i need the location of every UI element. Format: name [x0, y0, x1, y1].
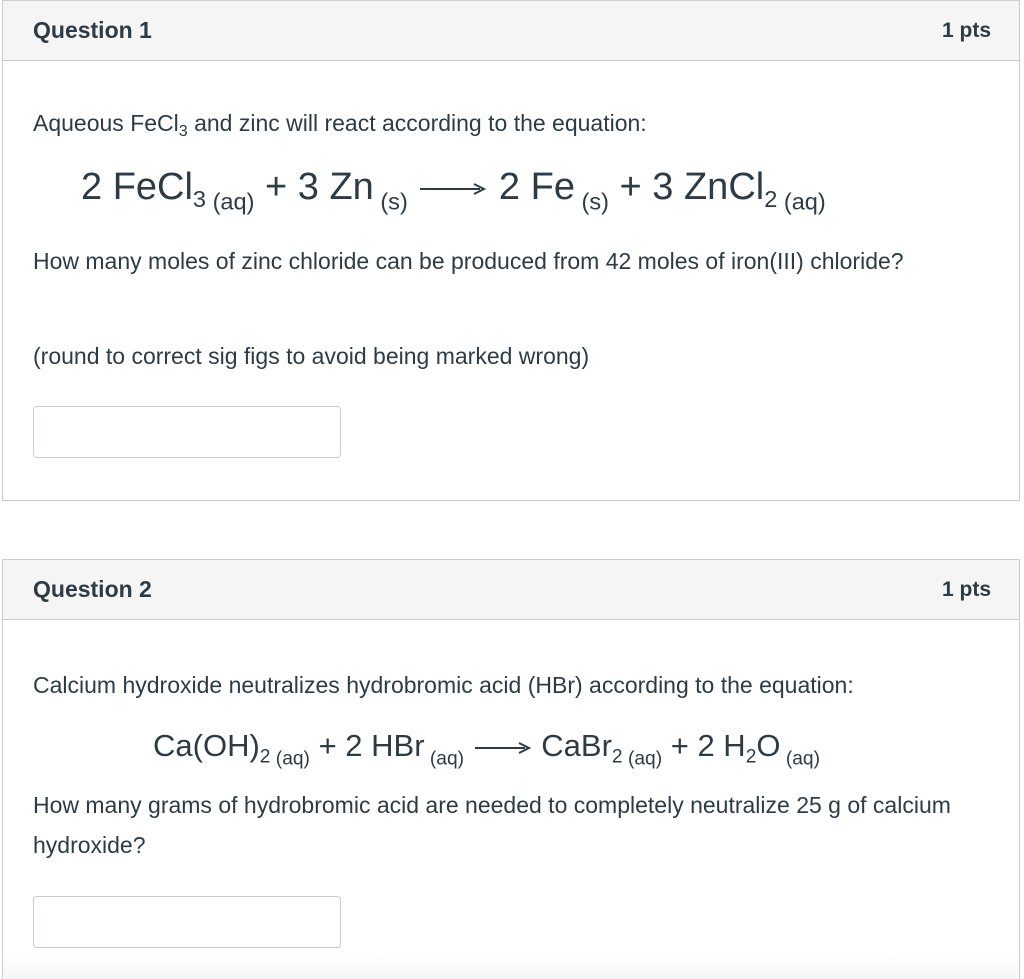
question-1-intro: Aqueous FeCl$_3$ and zinc will react according to the equation: — [33, 110, 647, 140]
question-2-equation: $Ca(OH)_2$ $_{(aq)}$ + 2 HBr $_{(aq)}$ CaBr$_2$ $_{(aq)}$ + 2 $H_2O$ $_{(aq)}$ — [153, 728, 820, 770]
question-1-answer-input[interactable] — [33, 406, 341, 458]
question-2-card — [2, 559, 1020, 979]
question-1-equation: 2 FeCl$_3$ $_{(aq)}$ + 3 Zn $_{(s)}$ 2 Fe $_{(s)}$ + 3 ZnCl$_2$ $_{(aq)}$ — [81, 166, 826, 215]
question-1-title: Question 1 — [33, 17, 152, 43]
question-1-card — [2, 0, 1020, 501]
question-2-title: Question 2 — [33, 576, 152, 602]
question-1-note: (round to correct sig figs to avoid being marked wrong) — [33, 343, 590, 369]
question-1-prompt: How many moles of zinc chloride can be produced from 42 moles of iron(III) chloride? — [33, 248, 904, 274]
question-2-header — [3, 560, 1019, 620]
question-2-answer-input[interactable] — [33, 896, 341, 948]
question-1-points: 1 pts — [941, 18, 991, 42]
bottom-fade — [3, 953, 1019, 979]
question-2-intro: Calcium hydroxide neutralizes hydrobromic acid (HBr) according to the equation: — [33, 672, 854, 698]
question-1-header — [3, 1, 1019, 61]
reaction-arrow-icon — [418, 179, 488, 199]
question-2-prompt: How many grams of hydrobromic acid are needed to completely neutralize 25 g of calcium hydroxide? — [33, 792, 951, 858]
reaction-arrow-icon — [473, 739, 533, 757]
question-2-points: 1 pts — [941, 577, 991, 601]
